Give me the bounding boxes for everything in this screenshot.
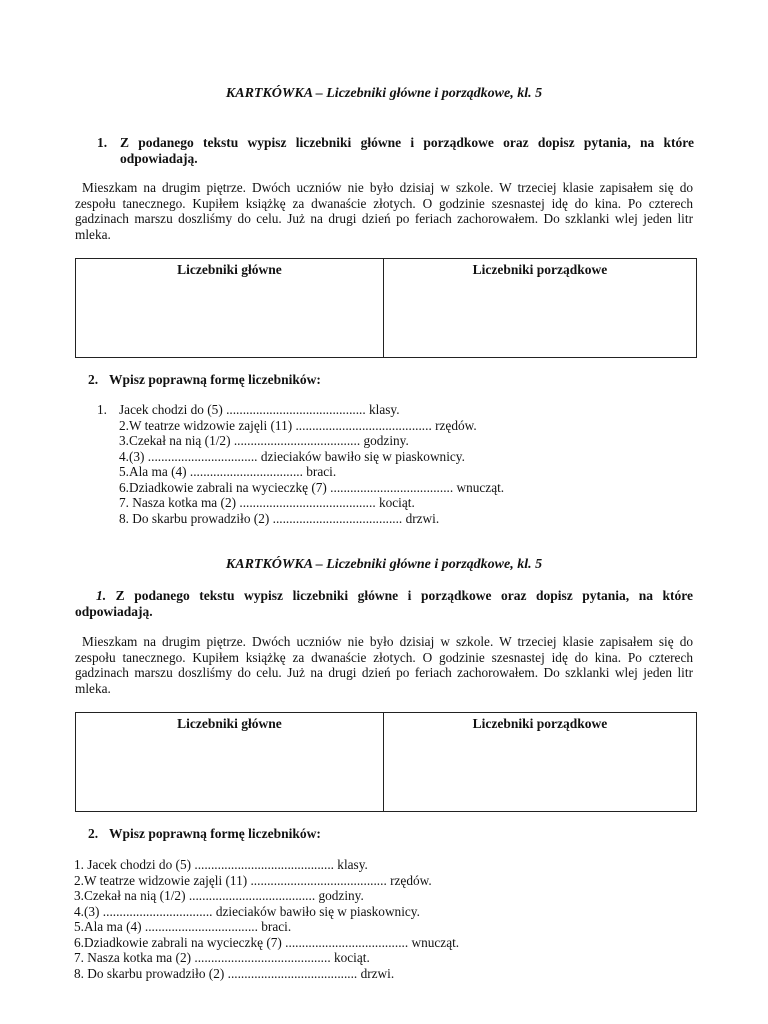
section2-task2-number: 2. bbox=[88, 826, 99, 841]
section1-list-number-1: 1. bbox=[97, 402, 107, 417]
list-item: 5.Ala ma (4) .................................. braci. bbox=[119, 464, 337, 479]
list-item: Jacek chodzi do (5) .......................................... klasy. bbox=[119, 402, 400, 417]
section2-task1 bbox=[75, 588, 693, 620]
section2-col-ordinal: Liczebniki porządkowe bbox=[472, 716, 608, 731]
list-item: 2.W teatrze widzowie zajęli (11) ......................................... rzędów. bbox=[119, 417, 477, 433]
list-item: 7. Nasza kotka ma (2) ......................................... kociąt. bbox=[74, 950, 370, 965]
list-item: 4.(3) ................................. dzieciaków bawiło się w piaskownicy. bbox=[74, 903, 420, 919]
list-item: 2.W teatrze widzowie zajęli (11) ......................................... rzędów. bbox=[74, 872, 432, 888]
section1-task1-number: 1. bbox=[97, 135, 108, 150]
section1-title: KARTKÓWKA – Liczebniki główne i porządkowe, kl. 5 bbox=[225, 86, 543, 101]
section1-task1-text: Z podanego tekstu wypisz liczebniki główne i porządkowe oraz dopisz pytania, na które odpowiadają. bbox=[120, 135, 694, 166]
section1-list bbox=[119, 402, 504, 526]
list-item: 6.Dziadkowie zabrali na wycieczkę (7) ..................................... wnucząt. bbox=[119, 479, 505, 495]
section1-task2-number: 2. bbox=[88, 372, 99, 387]
section2-table bbox=[75, 712, 697, 812]
section1-paragraph: Mieszkam na drugim piętrze. Dwóch uczniów nie było dzisiaj w szkole. W trzeciej klasie zapisałem się do zespołu tanecznego. Kupiłem książkę za dwanaście złotych. O godzinie szesnastej idę do kina. Po czterech gadzinach marszu doszliśmy do celu. Już na drugi dzień po feriach zachorowałem. Do szklanki wlej jeden litr mleka. bbox=[75, 180, 693, 243]
list-item: 6.Dziadkowie zabrali na wycieczkę (7) ..................................... wnucząt. bbox=[74, 934, 460, 950]
list-item: 7. Nasza kotka ma (2) ......................................... kociąt. bbox=[119, 495, 415, 510]
section1-table bbox=[75, 258, 697, 358]
section1-task2-text: Wpisz poprawną formę liczebników: bbox=[109, 372, 321, 387]
section2-list bbox=[74, 857, 459, 981]
section2-task1-text: Z podanego tekstu wypisz liczebniki główne i porządkowe oraz dopisz pytania, na które odpowiadają. bbox=[75, 588, 694, 619]
section2-task2-text: Wpisz poprawną formę liczebników: bbox=[109, 826, 321, 841]
list-item: 8. Do skarbu prowadziło (2) ....................................... drzwi. bbox=[119, 510, 440, 526]
section2-task1-number: 1. bbox=[96, 588, 107, 603]
section2-paragraph: Mieszkam na drugim piętrze. Dwóch uczniów nie było dzisiaj w szkole. W trzeciej klasie zapisałem się do zespołu tanecznego. Kupiłem książkę za dwanaście złotych. O godzinie szesnastej idę do kina. Po czterech gadzinach marszu doszliśmy do celu. Już na drugi dzień po feriach zachorowałem. Do szklanki wlej jeden litr mleka. bbox=[75, 634, 693, 697]
section1-col-main: Liczebniki główne bbox=[177, 262, 282, 277]
list-item: 1. Jacek chodzi do (5) .......................................... klasy. bbox=[74, 857, 368, 872]
section1-col-ordinal: Liczebniki porządkowe bbox=[472, 262, 608, 277]
section2-col-main: Liczebniki główne bbox=[177, 716, 282, 731]
list-item: 4.(3) ................................. dzieciaków bawiło się w piaskownicy. bbox=[119, 448, 465, 464]
list-item: 5.Ala ma (4) .................................. braci. bbox=[74, 919, 292, 934]
list-item: 3.Czekał na nią (1/2) ...................................... godziny. bbox=[119, 433, 409, 448]
section2-title: KARTKÓWKA – Liczebniki główne i porządkowe, kl. 5 bbox=[225, 557, 543, 572]
list-item: 8. Do skarbu prowadziło (2) ....................................... drzwi. bbox=[74, 965, 395, 981]
list-item: 3.Czekał na nią (1/2) ...................................... godziny. bbox=[74, 888, 364, 903]
